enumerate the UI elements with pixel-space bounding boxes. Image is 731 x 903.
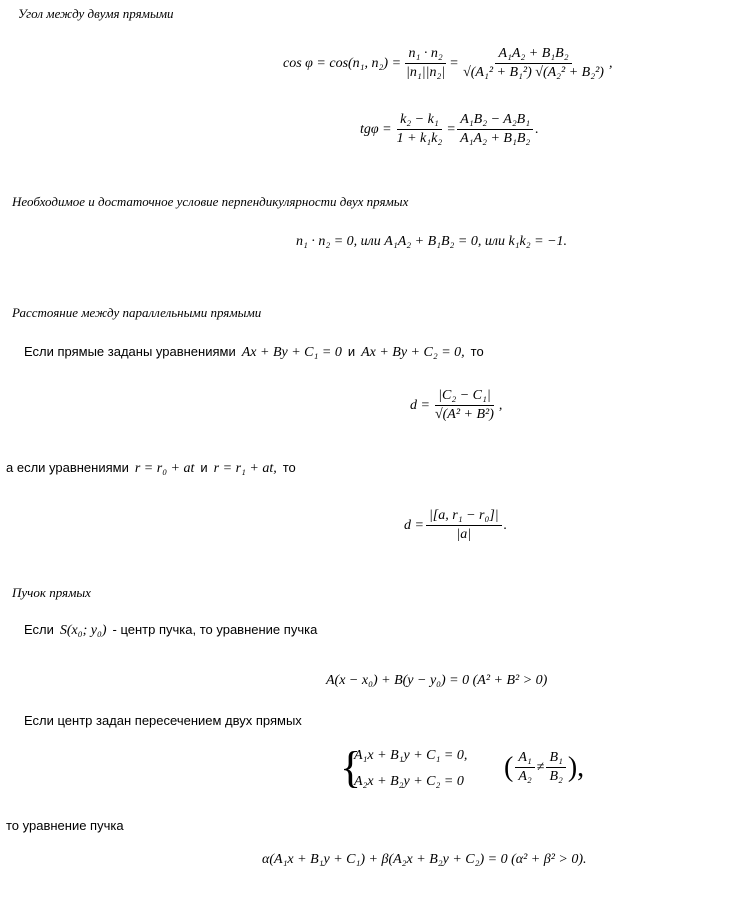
pencil-equation: A(x − x₀) + B(y − y₀) = 0 (A² + B² > 0) [326,673,548,688]
condition [504,750,584,785]
then-text-1: то [470,344,484,359]
d1-den: √(A² + B²) [434,407,494,422]
cond-den-b: B₂ [549,769,563,784]
cond-num-a: A₁ [515,750,534,768]
and-text-2: и [200,460,208,475]
tg-fraction-1 [394,112,446,147]
d1-fraction [432,388,497,423]
system-block [340,742,600,802]
heading-angle: Угол между двумя прямыми [18,6,174,21]
d1-end: , [498,397,503,413]
system-line-2: A₂x + B₂y + C₂ = 0 [354,774,464,789]
cos-fraction-2 [460,46,607,81]
d2-lhs: d = [404,517,424,533]
d2-fraction [426,508,502,543]
cos-end: , [608,55,613,71]
tg-frac1-num: k₂ − k₁ [397,112,442,130]
tg-formula [360,112,539,147]
perpendicular-formula: n₁ · n₂ = 0, или A₁A₂ + B₁B₂ = 0, или k₁k₂ = −1. [296,234,568,249]
distance-formula-2 [404,508,507,543]
if-center-intersection-text: Если центр задан пересечением двух прямых [24,713,302,728]
cond-ne: ≠ [536,759,545,775]
cos-frac1-num: n₁ · n₂ [405,46,445,64]
distance-formula-1 [410,388,502,423]
d1-lhs: d = [410,397,430,413]
condition-close: ), [567,751,585,783]
then-text-2: то [282,460,296,475]
left-brace: { [340,743,362,792]
equals-sign: = [447,121,456,137]
system-line-1: A₁x + B₁y + C₁ = 0, [354,748,468,763]
parallel-lines-sentence [24,344,484,361]
final-pencil-equation: α(A₁x + B₁y + C₁) + β(A₂x + B₂y + C₂) = 0 (α² + β² > 0). [262,852,587,867]
d1-num: |C₂ − C₁| [435,388,494,406]
cos-frac2-den: √(A₁² + B₁²) √(A₂² + B₂²) [463,65,604,80]
equals-sign: = [450,55,459,71]
tg-lhs: tgφ = [360,121,392,137]
vector-lines-sentence [6,460,296,477]
then-equation-text: то уравнение пучка [6,818,124,833]
tg-fraction-2 [457,112,533,147]
condition-frac-b [546,750,565,785]
d2-num: |[a, r₁ − r₀]| [426,508,502,526]
vector-eq-1: r = r₀ + at [134,461,195,476]
d2-end: . [503,517,508,533]
if-text: Если [24,622,54,637]
condition-open-paren: ( [504,751,514,783]
heading-parallel-distance: Расстояние между параллельными прямыми [12,305,262,320]
and-text-1: и [347,344,356,359]
pencil-center-sentence [24,622,317,639]
cos-formula [283,46,612,81]
if-lines-given-text: Если прямые заданы уравнениями [24,344,236,359]
center-point: S(x₀; y₀) [59,623,107,638]
tg-frac2-num: A₁B₂ − A₂B₁ [457,112,533,130]
vector-eq-2: r = r₁ + at, [213,461,277,476]
line-eq-2: Ax + By + C₂ = 0, [361,345,465,360]
tg-end: . [535,121,539,137]
heading-pencil: Пучок прямых [12,585,91,600]
and-if-equations-text: а если уравнениями [6,460,129,475]
d2-den: |a| [456,527,472,542]
tg-frac1-den: 1 + k₁k₂ [396,131,443,146]
cos-frac1-den: |n₁||n₂| [406,65,446,80]
cond-num-b: B₁ [546,750,565,768]
heading-perpendicular: Необходимое и достаточное условие перпендикулярности двух прямых [12,194,409,209]
cos-frac2-num: A₁A₂ + B₁B₂ [495,46,571,64]
tg-frac2-den: A₁A₂ + B₁B₂ [460,131,531,146]
cond-den-a: A₂ [518,769,532,784]
condition-frac-a [515,750,534,785]
cos-lhs: cos φ = cos(n₁, n₂) = [283,55,402,71]
line-eq-1: Ax + By + C₁ = 0 [241,345,342,360]
cos-fraction-1 [403,46,448,81]
center-then-text: - центр пучка, то уравнение пучка [112,622,318,637]
